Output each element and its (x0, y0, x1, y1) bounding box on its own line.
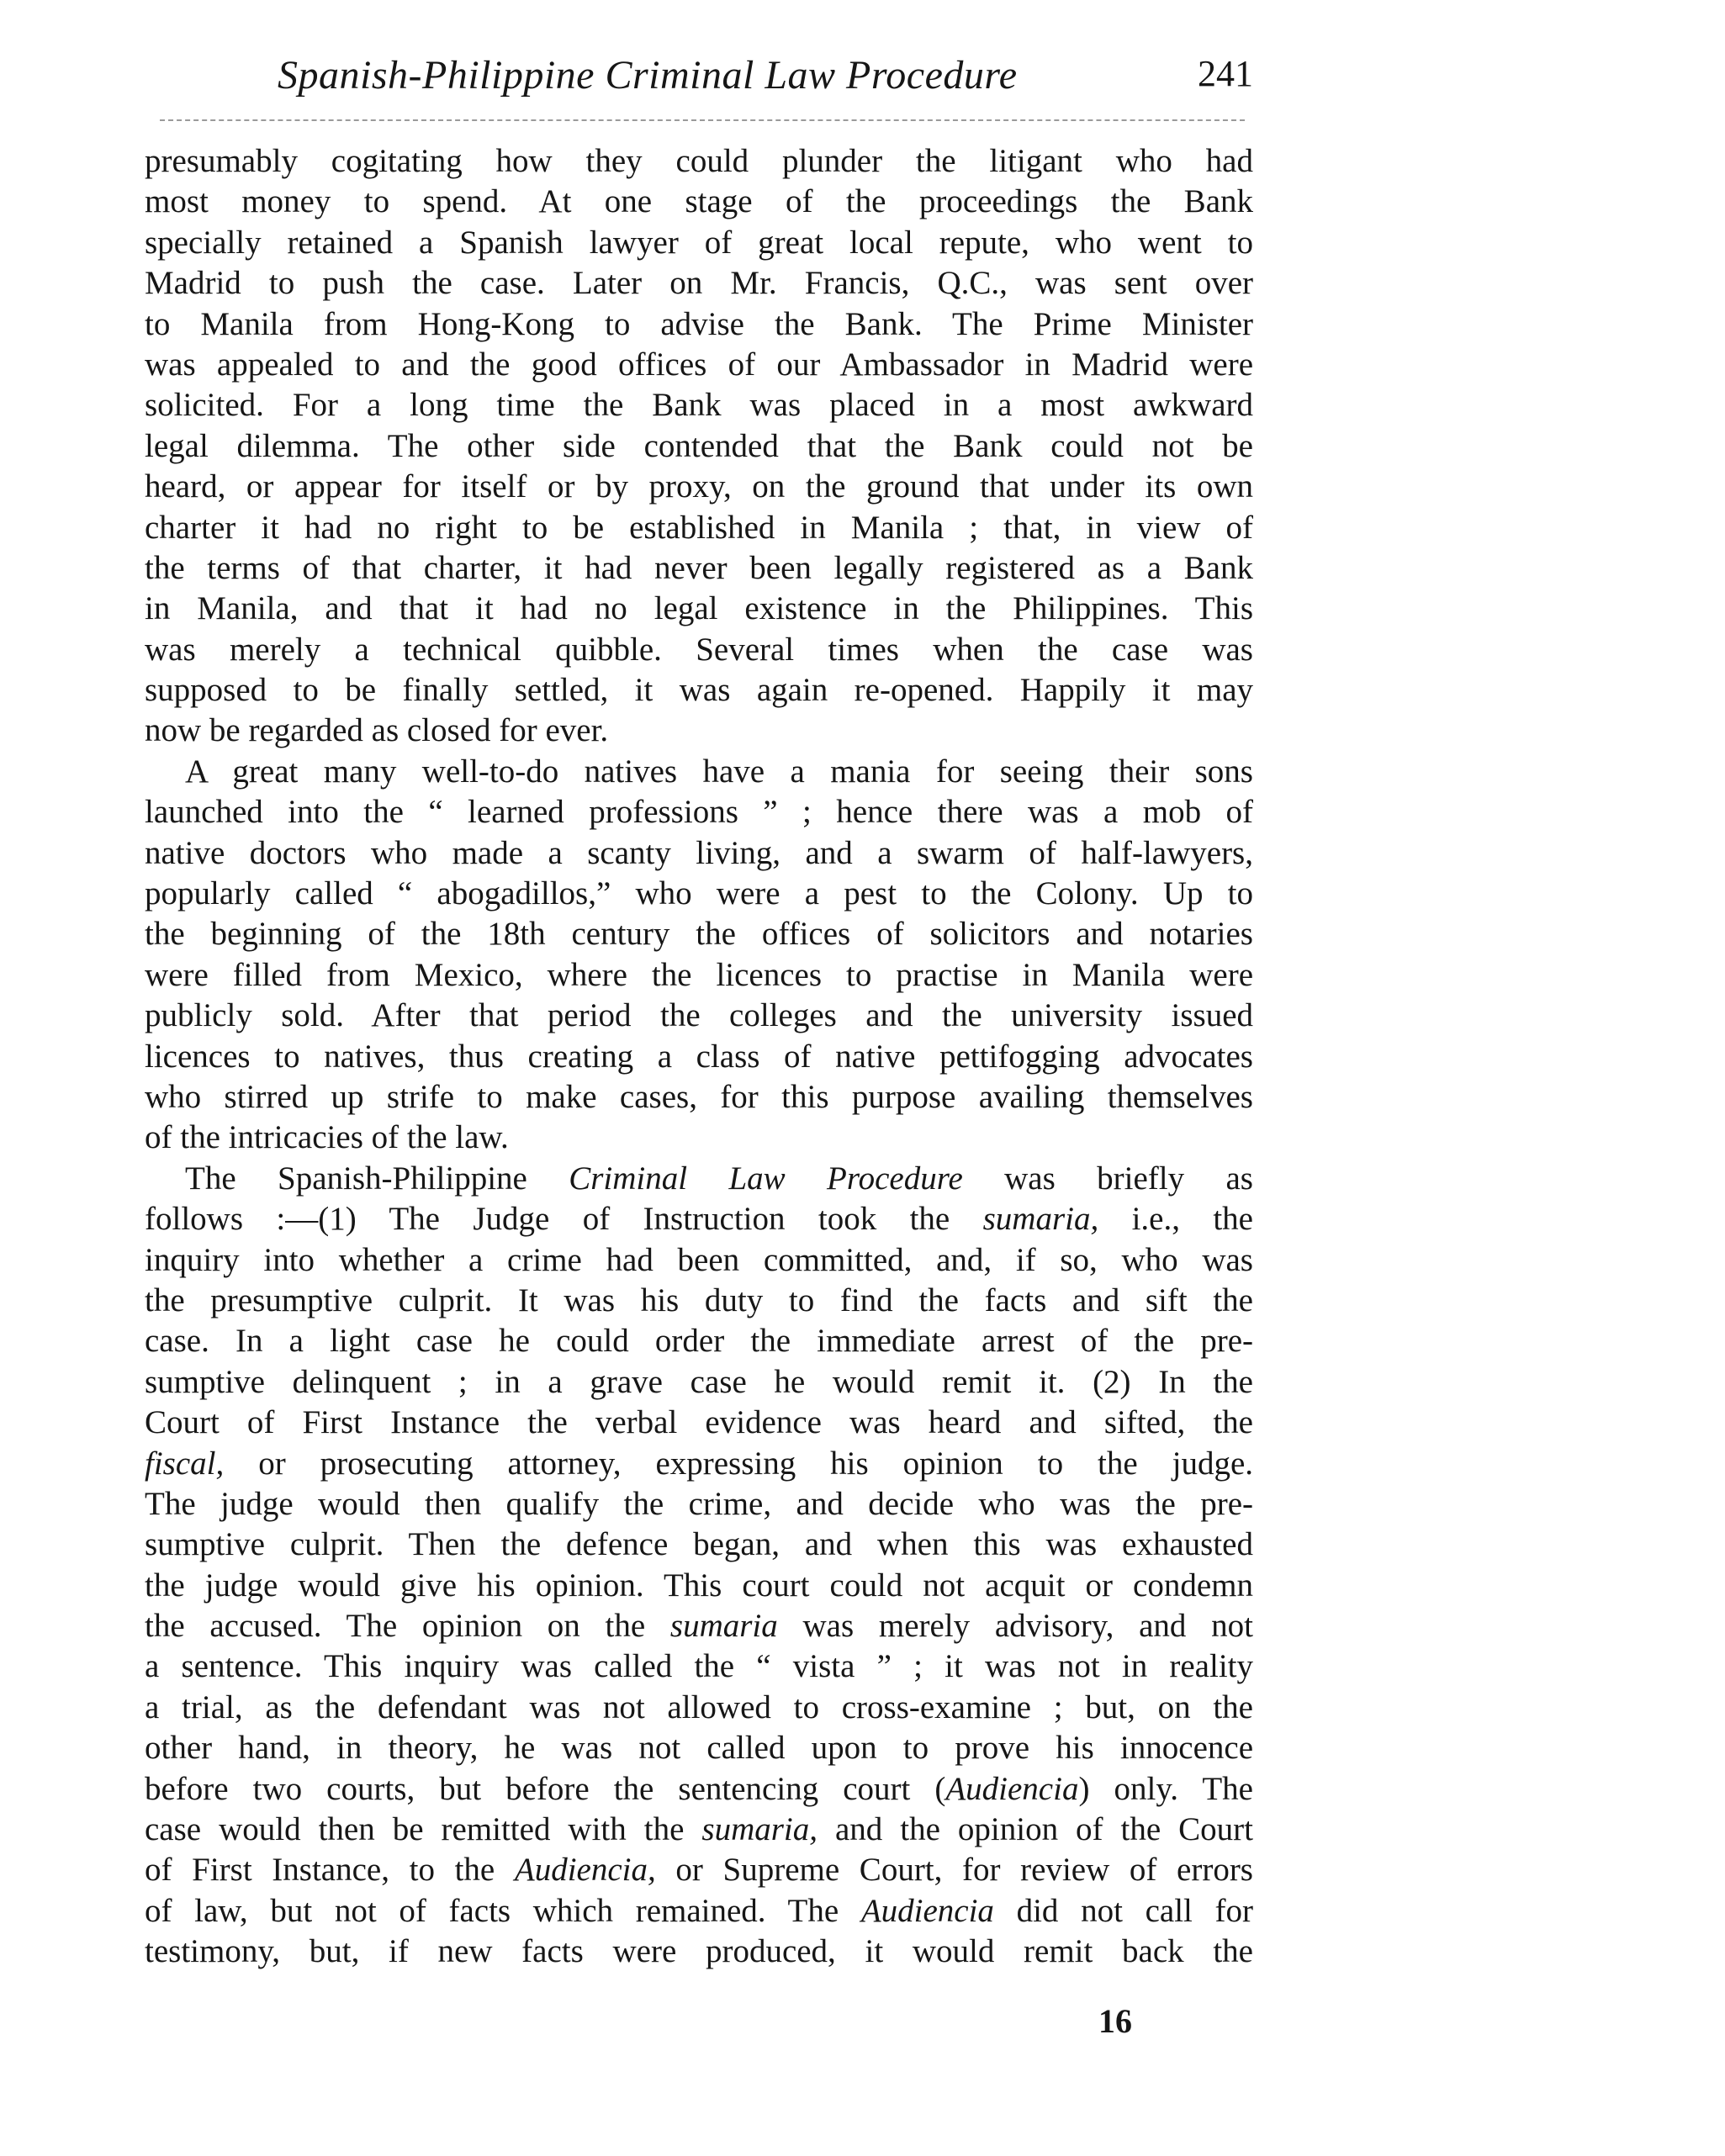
text-line: publicly sold. After that period the colleges and the university issued (145, 997, 1253, 1034)
text-line: sumptive delinquent ; in a grave case he would remit it. (2) In the (145, 1363, 1253, 1400)
text-line: of the intricacies of the law. (145, 1119, 509, 1156)
text-line: supposed to be finally settled, it was again re-opened. Happily it may (145, 672, 1253, 709)
text-line: the terms of that charter, it had never been legally registered as a Bank (145, 549, 1253, 586)
page-number: 241 (1198, 53, 1253, 94)
text-line: charter it had no right to be established in Manila ; that, in view of (145, 509, 1253, 546)
text-line: case. In a light case he could order the immediate arrest of the pre- (145, 1323, 1253, 1360)
text-line: popularly called “ abogadillos,” who were a pest to the Colony. Up to (145, 875, 1253, 912)
text-line: solicited. For a long time the Bank was placed in a most awkward (145, 387, 1253, 424)
text-line: licences to natives, thus creating a class of native pettifogging advocates (145, 1038, 1253, 1075)
text-line: sumptive culprit. Then the defence began, and when this was exhausted (145, 1526, 1253, 1563)
text-line: legal dilemma. The other side contended that the Bank could not be (145, 427, 1253, 464)
text-line: a sentence. This inquiry was called the “ vista ” ; it was not in reality (145, 1648, 1253, 1685)
text-line: now be regarded as closed for ever. (145, 712, 609, 749)
text-line: native doctors who made a scanty living, and a swarm of half-lawyers, (145, 834, 1253, 871)
text-line: before two courts, but before the sentencing court (Audiencia) only. The (145, 1770, 1253, 1807)
text-line: Court of First Instance the verbal evidence was heard and sifted, the (145, 1404, 1253, 1441)
text-line: was merely a technical quibble. Several times when the case was (145, 631, 1253, 668)
text-line: Madrid to push the case. Later on Mr. Francis, Q.C., was sent over (145, 265, 1253, 302)
running-title: Spanish-Philippine Criminal Law Procedure (278, 53, 1018, 98)
text-line: other hand, in theory, he was not called upon to prove his innocence (145, 1730, 1253, 1767)
text-line: follows :—(1) The Judge of Instruction took the sumaria, i.e., the (145, 1201, 1253, 1238)
signature-mark: 16 (1098, 2002, 1132, 2040)
text-line: who stirred up strife to make cases, for this purpose availing themselves (145, 1078, 1253, 1115)
text-line: the judge would give his opinion. This court could not acquit or condemn (145, 1567, 1253, 1604)
text-line: testimony, but, if new facts were produced, it would remit back the (145, 1933, 1253, 1970)
text-line: launched into the “ learned professions ” ; hence there was a mob of (145, 794, 1253, 831)
running-head (143, 52, 1253, 111)
text-line: in Manila, and that it had no legal existence in the Philippines. This (145, 590, 1253, 627)
text-line: heard, or appear for itself or by proxy, on the ground that under its own (145, 468, 1253, 505)
text-line: The judge would then qualify the crime, and decide who was the pre- (145, 1485, 1253, 1522)
text-line: presumably cogitating how they could plunder the litigant who had (145, 143, 1253, 179)
text-line: the presumptive culprit. It was his duty to find the facts and sift the (145, 1281, 1253, 1318)
body-text (145, 141, 1253, 1973)
header-rule (160, 119, 1245, 121)
text-line: the accused. The opinion on the sumaria was merely advisory, and not (145, 1608, 1253, 1645)
text-line: case would then be remitted with the sumaria, and the opinion of the Court (145, 1811, 1253, 1848)
text-line: the beginning of the 18th century the offices of solicitors and notaries (145, 916, 1253, 953)
text-line: was appealed to and the good offices of our Ambassador in Madrid were (145, 346, 1253, 383)
text-line: of First Instance, to the Audiencia, or Supreme Court, for review of errors (145, 1852, 1253, 1889)
text-line: specially retained a Spanish lawyer of great local repute, who went to (145, 224, 1253, 261)
text-line: of law, but not of facts which remained. The Audiencia did not call for (145, 1892, 1253, 1929)
text-line: most money to spend. At one stage of the proceedings the Bank (145, 183, 1253, 220)
text-line: to Manila from Hong-Kong to advise the Bank. The Prime Minister (145, 305, 1253, 342)
text-line: A great many well-to-do natives have a mania for seeing their sons (185, 753, 1253, 790)
text-line: inquiry into whether a crime had been committed, and, if so, who was (145, 1241, 1253, 1278)
text-line: were filled from Mexico, where the licences to practise in Manila were (145, 956, 1253, 993)
text-line: a trial, as the defendant was not allowed to cross-examine ; but, on the (145, 1688, 1253, 1725)
text-line: The Spanish-Philippine Criminal Law Procedure was briefly as (185, 1160, 1253, 1197)
text-line: fiscal, or prosecuting attorney, expressing his opinion to the judge. (145, 1445, 1253, 1482)
